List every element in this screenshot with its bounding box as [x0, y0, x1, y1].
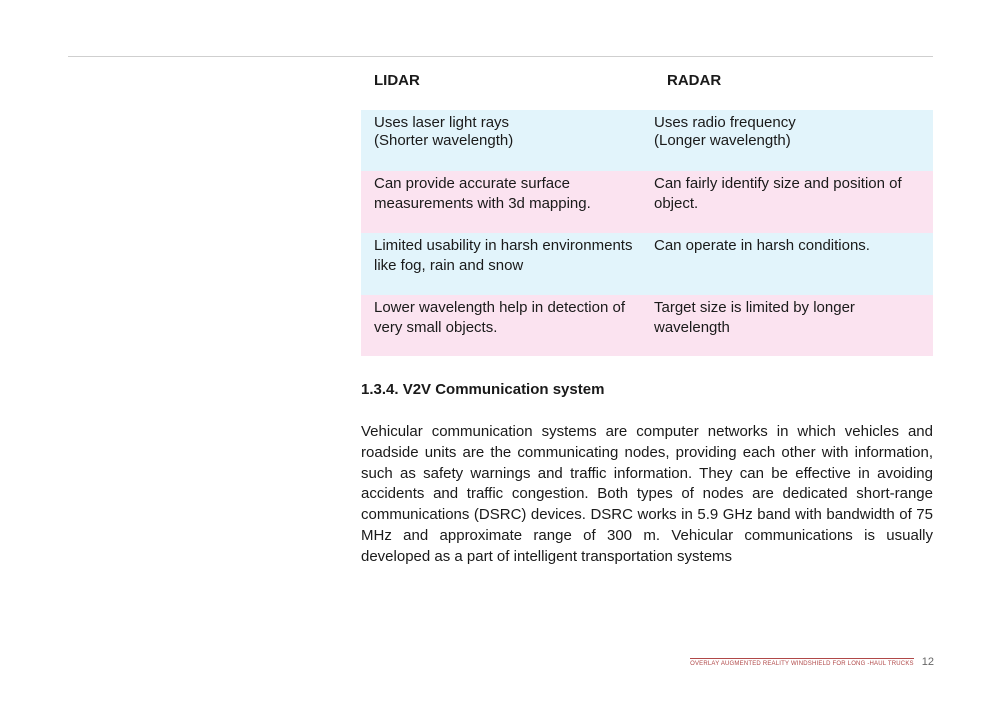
section-paragraph: Vehicular communication systems are computer networks in which vehicles and roadside units are the communicating nodes, providing each other with information, such as safety warnings and traffic information. They can be effective in avoiding accidents and traffic congestion. Both types of nodes are dedicated short-range communications (DSRC) devices. DSRC works in 5.9 GHz band with bandwidth of 75 MHz and approximate range of 300 m. Vehicular communications is usually developed as a part of intelligent transportation systems [361, 423, 933, 565]
page-number: 12 [921, 656, 934, 668]
radar-cell: Uses radio frequency (Longer wavelength) [654, 114, 796, 149]
lidar-cell: Limited usability in harsh environments like fog, rain and snow [374, 237, 633, 274]
header-lidar: LIDAR [374, 72, 420, 89]
lidar-cell: Uses laser light rays (Shorter wavelength) [374, 114, 514, 149]
header-radar: RADAR [667, 72, 722, 89]
table-row [361, 233, 933, 295]
footer-title: OVERLAY AUGMENTED REALITY WINDSHIELD FOR LONG -HAUL TRUCKS [690, 658, 914, 667]
radar-cell: Can fairly identify size and position of object. [654, 175, 902, 212]
page-footer [690, 656, 934, 668]
radar-cell: Target size is limited by longer wavelength [654, 299, 855, 336]
section-heading: 1.3.4. V2V Communication system [361, 381, 605, 398]
table-row [361, 110, 933, 171]
table-row [361, 171, 933, 233]
radar-cell: Can operate in harsh conditions. [654, 237, 870, 254]
lidar-cell: Can provide accurate surface measurements with 3d mapping. [374, 175, 591, 212]
lidar-cell: Lower wavelength help in detection of very small objects. [374, 299, 626, 336]
table-row [361, 295, 933, 356]
table-header [361, 68, 933, 110]
comparison-table [361, 68, 933, 356]
top-divider [68, 56, 933, 57]
